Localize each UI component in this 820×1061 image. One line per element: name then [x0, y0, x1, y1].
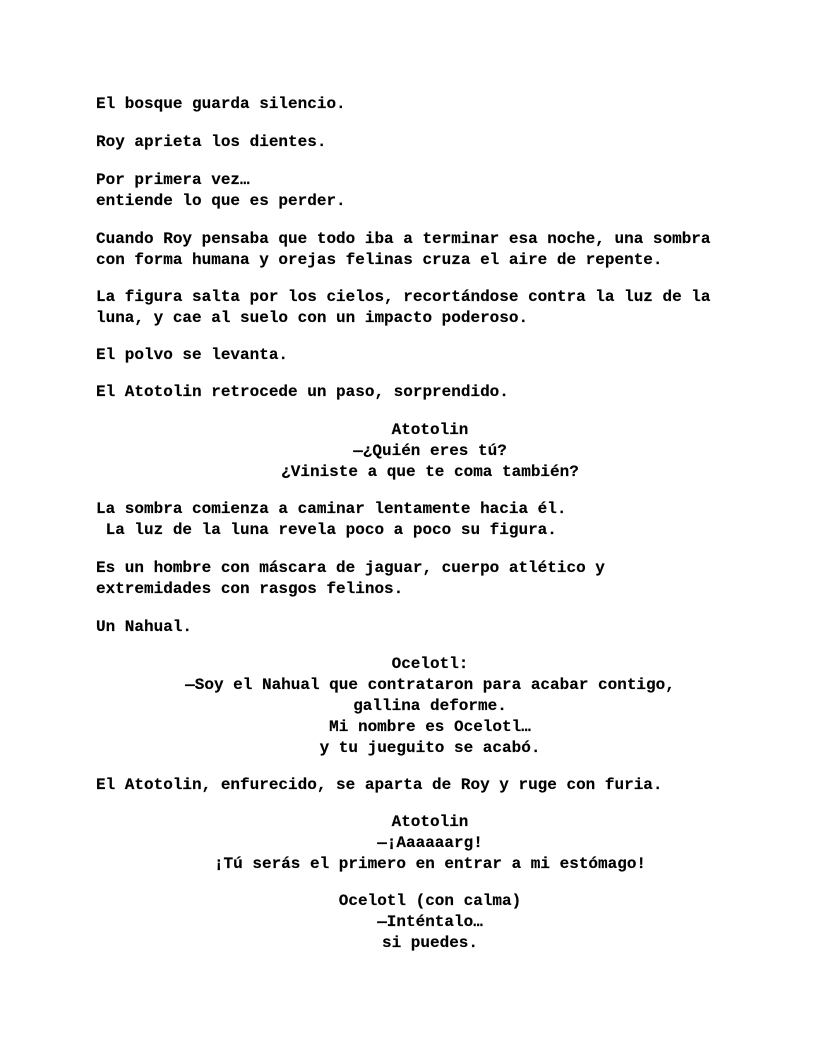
- character-name: Ocelotl (con calma): [338, 892, 522, 910]
- action-line: La luz de la luna revela poco a poco su figura.: [96, 521, 557, 539]
- action-line: La figura salta por los cielos, recortándose contra la luz de la: [96, 288, 711, 306]
- dialogue-line: gallina deforme.: [353, 697, 507, 715]
- dialogue-line: Mi nombre es Ocelotl…: [329, 718, 531, 736]
- dialogue-line: —¡Aaaaaarg!: [377, 834, 483, 852]
- character-name: Atotolin: [391, 813, 469, 831]
- dialogue-line: ¡Tú serás el primero en entrar a mi estómago!: [213, 855, 647, 873]
- action-line: El Atotolin, enfurecido, se aparta de Roy y ruge con furia.: [96, 776, 663, 794]
- action-line: con forma humana y orejas felinas cruza el aire de repente.: [96, 251, 663, 269]
- action-line: Es un hombre con máscara de jaguar, cuerpo atlético y: [96, 559, 605, 577]
- action-line: El bosque guarda silencio.: [96, 95, 346, 113]
- action-line: entiende lo que es perder.: [96, 192, 346, 210]
- character-name: Atotolin: [391, 421, 469, 439]
- action-line: Un Nahual.: [96, 618, 193, 636]
- dialogue-line: y tu jueguito se acabó.: [319, 739, 541, 757]
- dialogue-line: —Soy el Nahual que contrataron para acabar contigo,: [185, 676, 675, 694]
- dialogue-line: —¿Quién eres tú?: [353, 442, 507, 460]
- dialogue-line: —Inténtalo…: [377, 913, 483, 931]
- action-line: El Atotolin retrocede un paso, sorprendido.: [96, 383, 509, 401]
- action-line: luna, y cae al suelo con un impacto poderoso.: [96, 309, 529, 327]
- action-line: Cuando Roy pensaba que todo iba a terminar esa noche, una sombra: [96, 230, 711, 248]
- dialogue-line: si puedes.: [381, 934, 478, 952]
- dialogue-line: ¿Viniste a que te coma también?: [281, 463, 579, 481]
- action-line: extremidades con rasgos felinos.: [96, 580, 404, 598]
- action-line: Por primera vez…: [96, 171, 250, 189]
- character-name: Ocelotl:: [391, 655, 469, 673]
- action-line: Roy aprieta los dientes.: [96, 133, 327, 151]
- action-line: El polvo se levanta.: [96, 346, 289, 364]
- action-line: La sombra comienza a caminar lentamente hacia él.: [96, 500, 567, 518]
